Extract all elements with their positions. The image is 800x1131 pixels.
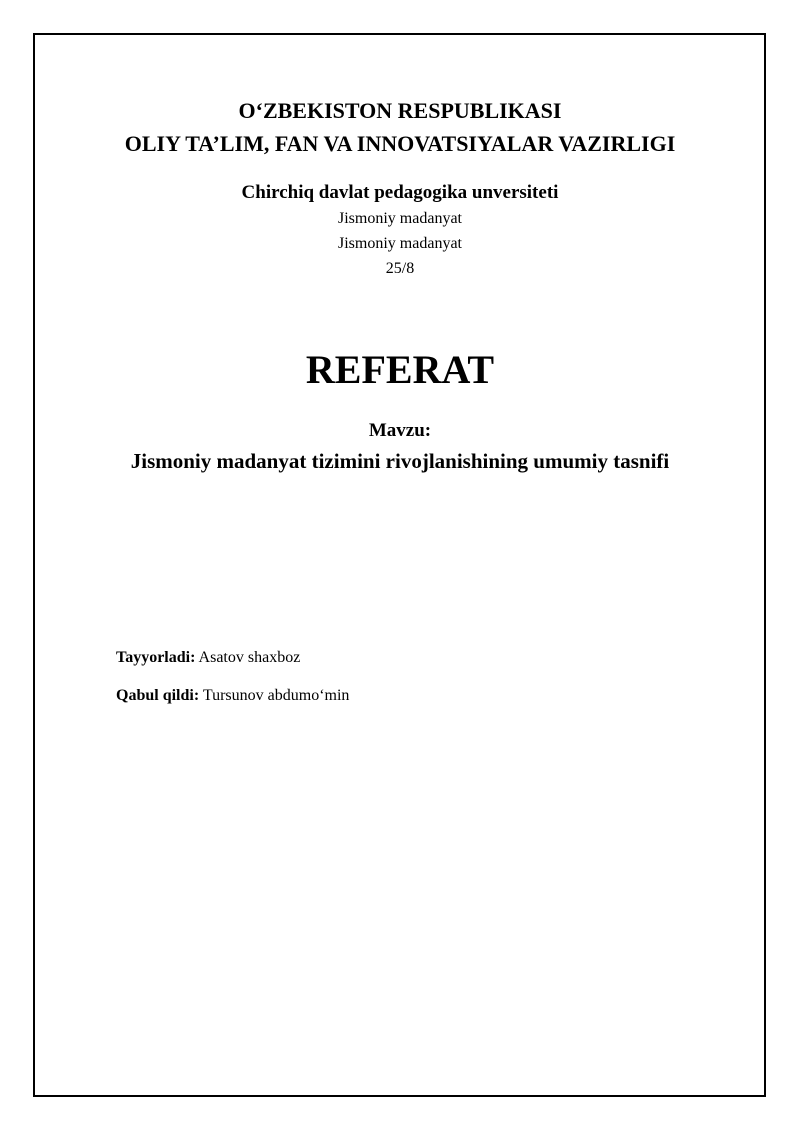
- ministry-heading: OLIY TA’LIM, FAN VA INNOVATSIYALAR VAZIRLIGI: [124, 131, 676, 156]
- country-heading: O‘ZBEKISTON RESPUBLIKASI: [238, 98, 562, 123]
- accepted-by-row: [116, 687, 349, 705]
- accepted-by-label: Qabul qildi:: [116, 687, 200, 704]
- document-type-title: REFERAT: [305, 347, 495, 392]
- faculty-name: Jismoniy madanyat: [338, 210, 462, 227]
- department-name: Jismoniy madanyat: [338, 235, 462, 252]
- university-name: Chirchiq davlat pedagogika unversiteti: [241, 182, 559, 203]
- topic-text: Jismoniy madanyat tizimini rivojlanishining umumiy tasnifi: [130, 449, 670, 473]
- prepared-by-label: Tayyorladi:: [116, 649, 196, 666]
- prepared-by-row: [116, 649, 300, 667]
- group-number: 25/8: [385, 260, 415, 277]
- accepted-by-name: Tursunov abdumo‘min: [202, 687, 350, 704]
- prepared-by-name: Asatov shaxboz: [198, 649, 301, 666]
- topic-label: Mavzu:: [368, 420, 432, 441]
